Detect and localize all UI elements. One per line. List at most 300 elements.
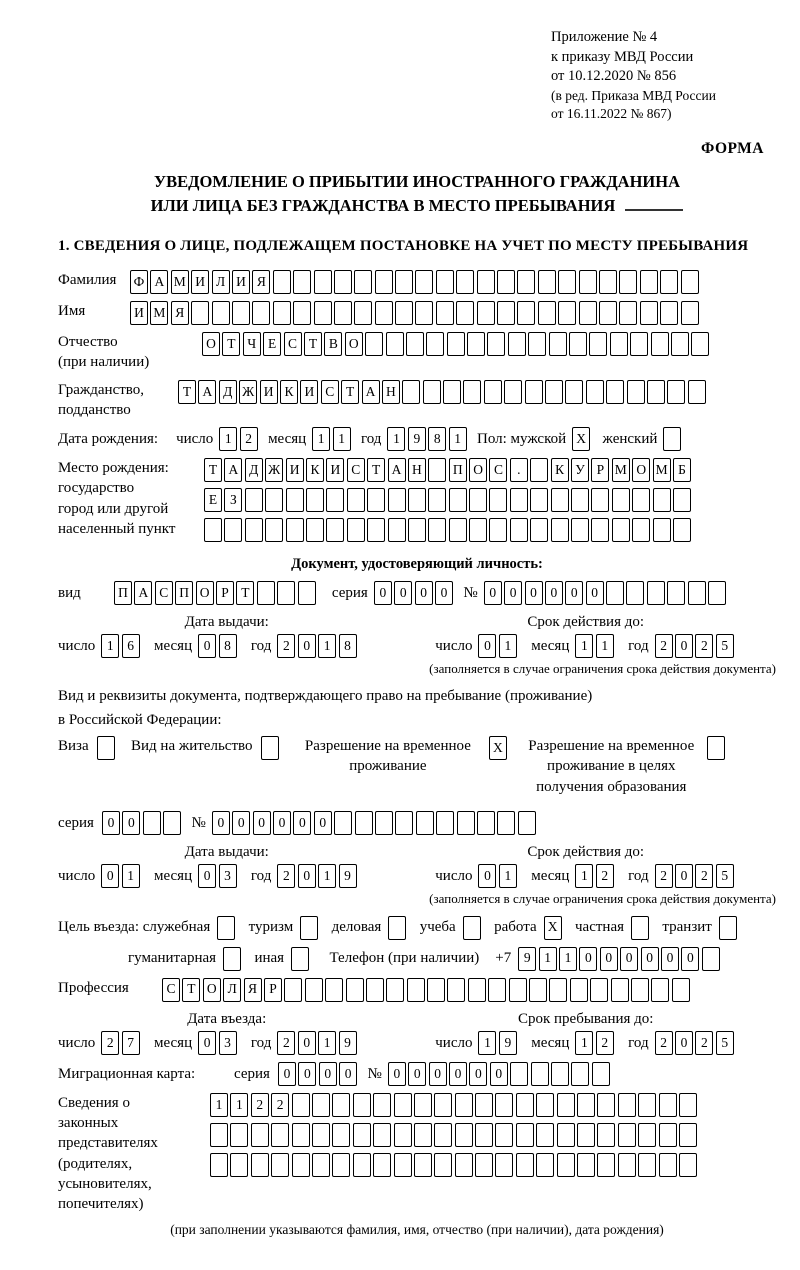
char-box[interactable] (702, 947, 720, 971)
char-box[interactable]: 2 (240, 427, 258, 451)
char-box[interactable]: 0 (675, 634, 693, 658)
char-box[interactable] (455, 1093, 473, 1117)
char-box[interactable] (599, 301, 617, 325)
char-box[interactable] (638, 1123, 656, 1147)
char-box[interactable] (230, 1123, 248, 1147)
char-box[interactable] (708, 581, 726, 605)
char-box[interactable] (565, 380, 583, 404)
char-box[interactable] (332, 1123, 350, 1147)
char-box[interactable]: 1 (387, 427, 405, 451)
char-box[interactable] (277, 581, 295, 605)
char-box[interactable] (325, 978, 343, 1002)
char-box[interactable] (549, 332, 567, 356)
char-box[interactable]: О (632, 458, 650, 482)
char-box[interactable] (210, 1153, 228, 1177)
char-box[interactable]: 0 (408, 1062, 426, 1086)
char-box[interactable] (312, 1093, 330, 1117)
char-box[interactable]: 1 (575, 634, 593, 658)
char-box[interactable]: К (280, 380, 298, 404)
char-box[interactable] (667, 581, 685, 605)
char-box[interactable] (679, 1123, 697, 1147)
char-box[interactable] (571, 518, 589, 542)
char-box[interactable]: 5 (716, 1031, 734, 1055)
entry-year-boxes[interactable] (277, 1031, 359, 1055)
phone-boxes[interactable] (518, 947, 722, 971)
char-box[interactable] (449, 518, 467, 542)
char-box[interactable]: Р (216, 581, 234, 605)
char-box[interactable] (586, 380, 604, 404)
char-box[interactable] (347, 488, 365, 512)
checkbox[interactable] (300, 916, 318, 940)
sex-male-checkbox[interactable] (572, 427, 592, 451)
char-box[interactable]: 0 (675, 864, 693, 888)
birth-day-boxes[interactable] (219, 427, 260, 451)
char-box[interactable]: . (510, 458, 528, 482)
char-box[interactable]: С (489, 458, 507, 482)
char-box[interactable] (525, 380, 543, 404)
char-box[interactable] (332, 1093, 350, 1117)
char-box[interactable] (570, 978, 588, 1002)
char-box[interactable] (373, 1153, 391, 1177)
char-box[interactable] (651, 978, 669, 1002)
char-box[interactable] (577, 1153, 595, 1177)
char-box[interactable]: 3 (219, 864, 237, 888)
char-box[interactable] (436, 301, 454, 325)
char-box[interactable] (355, 811, 373, 835)
char-box[interactable] (571, 1062, 589, 1086)
char-box[interactable] (477, 301, 495, 325)
char-box[interactable] (191, 301, 209, 325)
char-box[interactable]: 0 (298, 864, 316, 888)
char-box[interactable]: 1 (312, 427, 330, 451)
char-box[interactable] (484, 380, 502, 404)
name-boxes[interactable] (130, 301, 701, 325)
char-box[interactable]: И (130, 301, 148, 325)
char-box[interactable] (314, 270, 332, 294)
char-box[interactable] (306, 488, 324, 512)
char-box[interactable] (346, 978, 364, 1002)
char-box[interactable] (569, 332, 587, 356)
char-box[interactable] (510, 1062, 528, 1086)
doc-series-boxes[interactable] (374, 581, 456, 605)
char-box[interactable] (638, 1093, 656, 1117)
char-box[interactable]: 0 (298, 1031, 316, 1055)
char-box[interactable] (469, 488, 487, 512)
char-box[interactable]: Я (171, 301, 189, 325)
char-box[interactable]: 0 (415, 581, 433, 605)
char-box[interactable]: 2 (277, 864, 295, 888)
char-box[interactable] (143, 811, 161, 835)
char-box[interactable]: Л (212, 270, 230, 294)
char-box[interactable]: 1 (499, 864, 517, 888)
char-box[interactable]: 0 (374, 581, 392, 605)
char-box[interactable] (673, 488, 691, 512)
doc-valid-month-boxes[interactable] (575, 634, 616, 658)
char-box[interactable]: Ч (243, 332, 261, 356)
char-box[interactable]: 1 (449, 427, 467, 451)
char-box[interactable] (599, 270, 617, 294)
char-box[interactable]: 1 (539, 947, 557, 971)
char-box[interactable] (373, 1093, 391, 1117)
char-box[interactable]: 0 (101, 864, 119, 888)
char-box[interactable] (273, 270, 291, 294)
checkbox[interactable] (291, 947, 309, 971)
char-box[interactable] (509, 978, 527, 1002)
char-box[interactable]: Я (252, 270, 270, 294)
migration-number-boxes[interactable] (388, 1062, 612, 1086)
char-box[interactable]: 1 (575, 864, 593, 888)
purpose-tourism-checkbox[interactable] (300, 916, 320, 940)
char-box[interactable] (688, 380, 706, 404)
char-box[interactable] (436, 270, 454, 294)
char-box[interactable] (306, 518, 324, 542)
char-box[interactable] (679, 1153, 697, 1177)
permit-number-boxes[interactable] (212, 811, 538, 835)
char-box[interactable] (545, 380, 563, 404)
char-box[interactable] (434, 1123, 452, 1147)
char-box[interactable] (477, 811, 495, 835)
char-box[interactable]: 1 (122, 864, 140, 888)
char-box[interactable] (612, 488, 630, 512)
doc-issue-day-boxes[interactable] (101, 634, 142, 658)
char-box[interactable] (488, 978, 506, 1002)
char-box[interactable] (232, 301, 250, 325)
char-box[interactable] (353, 1123, 371, 1147)
profession-boxes[interactable] (162, 978, 692, 1002)
char-box[interactable]: Т (178, 380, 196, 404)
char-box[interactable]: Т (367, 458, 385, 482)
char-box[interactable]: И (232, 270, 250, 294)
char-box[interactable]: 0 (102, 811, 120, 835)
char-box[interactable]: А (362, 380, 380, 404)
purpose-work-checkbox[interactable] (544, 916, 564, 940)
char-box[interactable]: 1 (101, 634, 119, 658)
char-box[interactable] (577, 1123, 595, 1147)
char-box[interactable] (449, 488, 467, 512)
char-box[interactable]: О (202, 332, 220, 356)
char-box[interactable] (224, 518, 242, 542)
char-box[interactable] (577, 1093, 595, 1117)
char-box[interactable]: 8 (428, 427, 446, 451)
char-box[interactable] (679, 1093, 697, 1117)
char-box[interactable] (456, 270, 474, 294)
char-box[interactable]: С (162, 978, 180, 1002)
char-box[interactable] (212, 301, 230, 325)
char-box[interactable]: С (321, 380, 339, 404)
birth-month-boxes[interactable] (312, 427, 353, 451)
char-box[interactable]: В (324, 332, 342, 356)
char-box[interactable] (443, 380, 461, 404)
char-box[interactable]: 7 (122, 1031, 140, 1055)
char-box[interactable] (592, 1062, 610, 1086)
purpose-private-checkbox[interactable] (631, 916, 651, 940)
checkbox[interactable]: X (572, 427, 590, 451)
char-box[interactable]: 0 (469, 1062, 487, 1086)
char-box[interactable] (210, 1123, 228, 1147)
char-box[interactable] (293, 301, 311, 325)
char-box[interactable]: 0 (449, 1062, 467, 1086)
char-box[interactable] (426, 332, 444, 356)
char-box[interactable]: 1 (478, 1031, 496, 1055)
char-box[interactable]: 0 (198, 634, 216, 658)
char-box[interactable] (597, 1153, 615, 1177)
char-box[interactable]: О (345, 332, 363, 356)
char-box[interactable] (531, 1062, 549, 1086)
char-box[interactable] (659, 1153, 677, 1177)
char-box[interactable]: 6 (122, 634, 140, 658)
char-box[interactable] (286, 488, 304, 512)
char-box[interactable]: 1 (596, 634, 614, 658)
checkbox[interactable]: X (544, 916, 562, 940)
char-box[interactable] (447, 332, 465, 356)
char-box[interactable]: 0 (504, 581, 522, 605)
char-box[interactable]: Я (244, 978, 262, 1002)
char-box[interactable] (597, 1093, 615, 1117)
char-box[interactable] (314, 301, 332, 325)
char-box[interactable] (375, 301, 393, 325)
char-box[interactable]: 1 (318, 634, 336, 658)
char-box[interactable] (475, 1153, 493, 1177)
char-box[interactable]: 0 (394, 581, 412, 605)
char-box[interactable]: С (284, 332, 302, 356)
char-box[interactable] (558, 270, 576, 294)
char-box[interactable] (230, 1153, 248, 1177)
char-box[interactable] (530, 488, 548, 512)
char-box[interactable]: 0 (675, 1031, 693, 1055)
char-box[interactable]: Д (219, 380, 237, 404)
patronymic-boxes[interactable] (202, 332, 712, 356)
char-box[interactable] (334, 811, 352, 835)
checkbox[interactable] (223, 947, 241, 971)
char-box[interactable]: 0 (298, 1062, 316, 1086)
char-box[interactable]: И (326, 458, 344, 482)
char-box[interactable]: 0 (122, 811, 140, 835)
checkbox[interactable] (719, 916, 737, 940)
char-box[interactable]: 2 (596, 864, 614, 888)
permit-issue-day-boxes[interactable] (101, 864, 142, 888)
checkbox[interactable] (707, 736, 725, 760)
char-box[interactable] (653, 518, 671, 542)
char-box[interactable]: 8 (339, 634, 357, 658)
char-box[interactable]: Д (245, 458, 263, 482)
char-box[interactable] (386, 978, 404, 1002)
char-box[interactable] (673, 518, 691, 542)
purpose-business-checkbox[interactable] (388, 916, 408, 940)
doc-number-boxes[interactable] (484, 581, 729, 605)
char-box[interactable]: 0 (212, 811, 230, 835)
char-box[interactable] (334, 270, 352, 294)
char-box[interactable] (627, 380, 645, 404)
char-box[interactable]: Т (236, 581, 254, 605)
char-box[interactable]: 2 (695, 1031, 713, 1055)
char-box[interactable] (394, 1123, 412, 1147)
char-box[interactable]: П (114, 581, 132, 605)
char-box[interactable] (447, 978, 465, 1002)
char-box[interactable] (423, 380, 441, 404)
char-box[interactable] (518, 811, 536, 835)
char-box[interactable] (271, 1123, 289, 1147)
char-box[interactable]: 0 (198, 864, 216, 888)
char-box[interactable] (688, 581, 706, 605)
char-box[interactable] (353, 1093, 371, 1117)
char-box[interactable] (536, 1153, 554, 1177)
char-box[interactable] (557, 1153, 575, 1177)
char-box[interactable] (388, 488, 406, 512)
char-box[interactable]: 0 (339, 1062, 357, 1086)
doc-valid-day-boxes[interactable] (478, 634, 519, 658)
char-box[interactable] (653, 488, 671, 512)
birth-place-row3-boxes[interactable] (204, 518, 693, 542)
char-box[interactable]: 5 (716, 634, 734, 658)
char-box[interactable]: 0 (565, 581, 583, 605)
char-box[interactable] (681, 270, 699, 294)
char-box[interactable] (388, 518, 406, 542)
char-box[interactable] (305, 978, 323, 1002)
purpose-transit-checkbox[interactable] (719, 916, 739, 940)
char-box[interactable]: Ж (239, 380, 257, 404)
char-box[interactable]: М (653, 458, 671, 482)
char-box[interactable] (467, 332, 485, 356)
char-box[interactable] (667, 380, 685, 404)
char-box[interactable] (415, 301, 433, 325)
char-box[interactable]: Т (304, 332, 322, 356)
char-box[interactable] (354, 270, 372, 294)
representatives-row1-boxes[interactable] (210, 1093, 699, 1117)
doc-issue-year-boxes[interactable] (277, 634, 359, 658)
char-box[interactable]: 0 (388, 1062, 406, 1086)
char-box[interactable] (691, 332, 709, 356)
char-box[interactable] (415, 270, 433, 294)
char-box[interactable]: 1 (210, 1093, 228, 1117)
char-box[interactable] (468, 978, 486, 1002)
char-box[interactable] (245, 488, 263, 512)
char-box[interactable]: Т (341, 380, 359, 404)
char-box[interactable] (414, 1153, 432, 1177)
stay-year-boxes[interactable] (655, 1031, 737, 1055)
char-box[interactable] (640, 270, 658, 294)
char-box[interactable] (549, 978, 567, 1002)
char-box[interactable] (463, 380, 481, 404)
char-box[interactable] (495, 1123, 513, 1147)
char-box[interactable]: 0 (490, 1062, 508, 1086)
checkbox[interactable] (97, 736, 115, 760)
char-box[interactable]: 2 (277, 634, 295, 658)
sex-female-checkbox[interactable] (663, 427, 683, 451)
char-box[interactable]: И (191, 270, 209, 294)
char-box[interactable]: А (150, 270, 168, 294)
char-box[interactable] (681, 301, 699, 325)
char-box[interactable]: 0 (478, 864, 496, 888)
char-box[interactable] (671, 332, 689, 356)
char-box[interactable]: 0 (278, 1062, 296, 1086)
char-box[interactable]: 0 (273, 811, 291, 835)
char-box[interactable] (434, 1093, 452, 1117)
char-box[interactable] (659, 1123, 677, 1147)
doc-kind-boxes[interactable] (114, 581, 318, 605)
char-box[interactable] (312, 1153, 330, 1177)
char-box[interactable]: С (347, 458, 365, 482)
char-box[interactable] (293, 270, 311, 294)
char-box[interactable] (367, 488, 385, 512)
char-box[interactable]: 9 (518, 947, 536, 971)
char-box[interactable] (354, 301, 372, 325)
char-box[interactable] (455, 1153, 473, 1177)
char-box[interactable] (163, 811, 181, 835)
char-box[interactable] (434, 1153, 452, 1177)
char-box[interactable] (557, 1093, 575, 1117)
char-box[interactable]: Т (182, 978, 200, 1002)
char-box[interactable] (536, 1093, 554, 1117)
char-box[interactable] (551, 488, 569, 512)
char-box[interactable] (326, 518, 344, 542)
char-box[interactable] (414, 1093, 432, 1117)
char-box[interactable]: 1 (318, 1031, 336, 1055)
char-box[interactable] (386, 332, 404, 356)
char-box[interactable]: 0 (435, 581, 453, 605)
char-box[interactable] (529, 978, 547, 1002)
char-box[interactable] (375, 811, 393, 835)
char-box[interactable]: 8 (219, 634, 237, 658)
char-box[interactable]: 1 (575, 1031, 593, 1055)
char-box[interactable]: Б (673, 458, 691, 482)
char-box[interactable] (334, 301, 352, 325)
char-box[interactable] (455, 1123, 473, 1147)
char-box[interactable]: 0 (641, 947, 659, 971)
char-box[interactable] (292, 1093, 310, 1117)
purpose-official-checkbox[interactable] (217, 916, 237, 940)
char-box[interactable] (395, 301, 413, 325)
char-box[interactable]: И (260, 380, 278, 404)
char-box[interactable]: 0 (661, 947, 679, 971)
char-box[interactable] (517, 301, 535, 325)
char-box[interactable] (618, 1153, 636, 1177)
char-box[interactable]: 1 (318, 864, 336, 888)
char-box[interactable]: 0 (525, 581, 543, 605)
char-box[interactable]: 2 (655, 864, 673, 888)
char-box[interactable] (332, 1153, 350, 1177)
checkbox[interactable] (663, 427, 681, 451)
char-box[interactable]: 0 (232, 811, 250, 835)
char-box[interactable] (326, 488, 344, 512)
char-box[interactable] (651, 332, 669, 356)
char-box[interactable] (394, 1153, 412, 1177)
char-box[interactable]: П (449, 458, 467, 482)
char-box[interactable] (495, 1153, 513, 1177)
char-box[interactable] (530, 458, 548, 482)
char-box[interactable] (611, 978, 629, 1002)
checkbox[interactable] (261, 736, 279, 760)
char-box[interactable]: А (134, 581, 152, 605)
char-box[interactable]: К (306, 458, 324, 482)
entry-day-boxes[interactable] (101, 1031, 142, 1055)
char-box[interactable] (631, 978, 649, 1002)
char-box[interactable] (508, 332, 526, 356)
char-box[interactable] (579, 270, 597, 294)
permit-valid-day-boxes[interactable] (478, 864, 519, 888)
char-box[interactable] (630, 332, 648, 356)
char-box[interactable]: О (203, 978, 221, 1002)
char-box[interactable] (265, 518, 283, 542)
char-box[interactable] (660, 270, 678, 294)
char-box[interactable]: П (175, 581, 193, 605)
char-box[interactable]: 0 (293, 811, 311, 835)
char-box[interactable] (640, 301, 658, 325)
char-box[interactable] (659, 1093, 677, 1117)
doc-valid-year-boxes[interactable] (655, 634, 737, 658)
char-box[interactable] (606, 380, 624, 404)
char-box[interactable]: Л (223, 978, 241, 1002)
char-box[interactable] (406, 332, 424, 356)
